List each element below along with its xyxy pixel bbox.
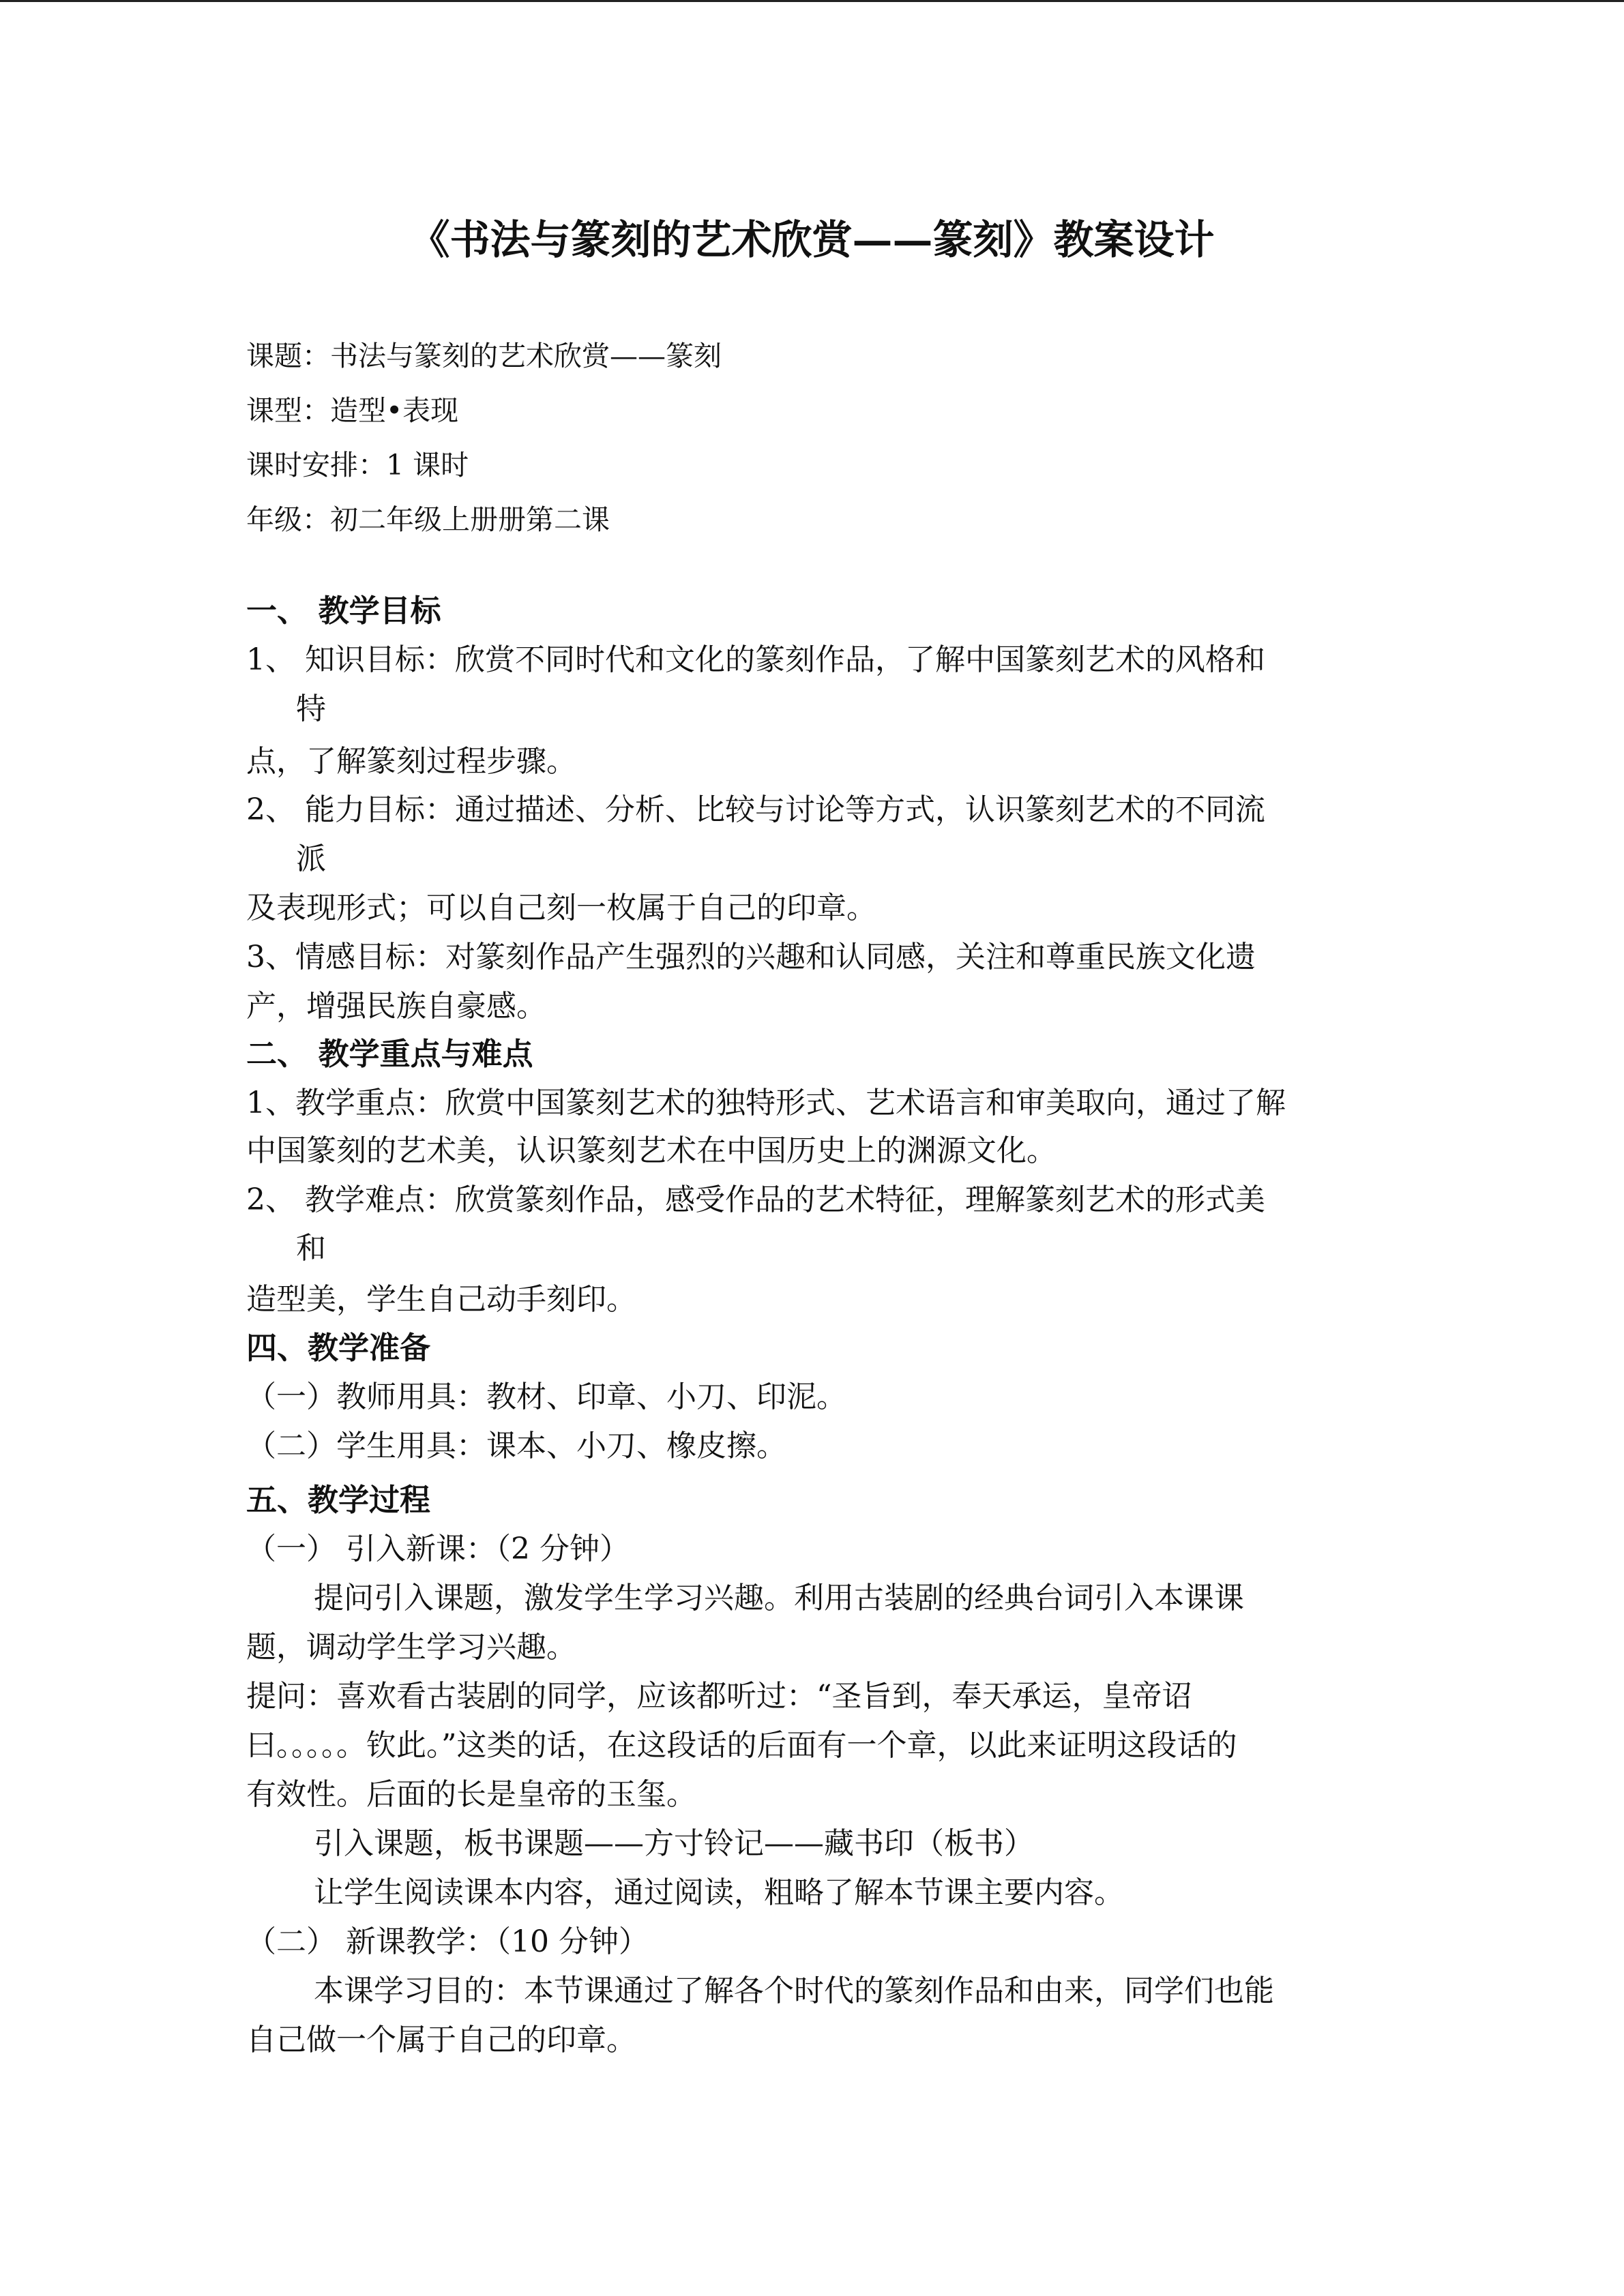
paragraph-line: 提问：喜欢看古装剧的同学，应该都听过：“圣旨到，奉天承运，皇帝诏: [246, 1679, 1192, 1714]
paragraph-line: 派: [296, 841, 326, 876]
paragraph-line: 让学生阅读课本内容，通过阅读，粗略了解本节课主要内容。: [314, 1875, 1124, 1910]
paragraph-line: 本课学习目的：本节课通过了解各个时代的篆刻作品和由来，同学们也能: [314, 1973, 1274, 2008]
meta-lesson-topic: 课题：书法与篆刻的艺术欣赏——篆刻: [246, 340, 722, 372]
paragraph-line: 题，调动学生学习兴趣。: [246, 1630, 576, 1665]
paragraph-line: 1、教学重点：欣赏中国篆刻艺术的独特形式、艺术语言和审美取向，通过了解: [246, 1086, 1286, 1120]
paragraph-line: 2、 教学难点：欣赏篆刻作品，感受作品的艺术特征，理解篆刻艺术的形式美: [246, 1182, 1265, 1217]
paragraph-line: 中国篆刻的艺术美，认识篆刻艺术在中国历史上的渊源文化。: [246, 1133, 1057, 1168]
paragraph-line: 3、情感目标：对篆刻作品产生强烈的兴趣和认同感，关注和尊重民族文化遗: [246, 940, 1256, 974]
section-heading-key-points: 二、 教学重点与难点: [246, 1036, 533, 1072]
paragraph-line: （二）学生用具：课本、小刀、橡皮擦。: [246, 1429, 786, 1463]
section-heading-process: 五、教学过程: [246, 1482, 431, 1518]
meta-lesson-type: 课型：造型•表现: [246, 394, 459, 427]
paragraph-line: 造型美，学生自己动手刻印。: [246, 1282, 636, 1317]
paragraph-line: 和: [296, 1231, 326, 1266]
paragraph-line: 及表现形式；可以自己刻一枚属于自己的印章。: [246, 891, 876, 925]
paragraph-line: 2、 能力目标：通过描述、分析、比较与讨论等方式，认识篆刻艺术的不同流: [246, 792, 1265, 827]
paragraph-line: （一）教师用具：教材、印章、小刀、印泥。: [246, 1380, 846, 1414]
paragraph-line: 提问引入课题，激发学生学习兴趣。利用古装剧的经典台词引入本课课: [314, 1581, 1244, 1615]
meta-grade: 年级：初二年级上册册第二课: [246, 503, 610, 536]
section-heading-preparation: 四、教学准备: [246, 1330, 431, 1366]
paragraph-line: 有效性。后面的长是皇帝的玉玺。: [246, 1777, 696, 1812]
meta-class-hours: 课时安排：1 课时: [246, 449, 469, 481]
paragraph-line: 引入课题，板书课题——方寸铃记——藏书印（板书）: [314, 1826, 1034, 1861]
paragraph-line: 产，增强民族自豪感。: [246, 989, 546, 1024]
subsection-heading: （一） 引入新课：（2 分钟）: [246, 1532, 630, 1566]
document-title: 《书法与篆刻的艺术欣赏——篆刻》教案设计: [409, 216, 1215, 263]
paragraph-line: 自己做一个属于自己的印章。: [246, 2023, 636, 2057]
paragraph-line: 曰。。。。。钦此。”这类的话，在这段话的后面有一个章，以此来证明这段话的: [246, 1728, 1237, 1763]
paragraph-line: 特: [296, 691, 326, 726]
paragraph-line: 点，了解篆刻过程步骤。: [246, 744, 576, 779]
section-heading-objectives: 一、 教学目标: [246, 593, 441, 629]
paragraph-line: 1、 知识目标：欣赏不同时代和文化的篆刻作品，了解中国篆刻艺术的风格和: [246, 642, 1265, 677]
subsection-heading: （二） 新课教学：（10 分钟）: [246, 1924, 649, 1959]
